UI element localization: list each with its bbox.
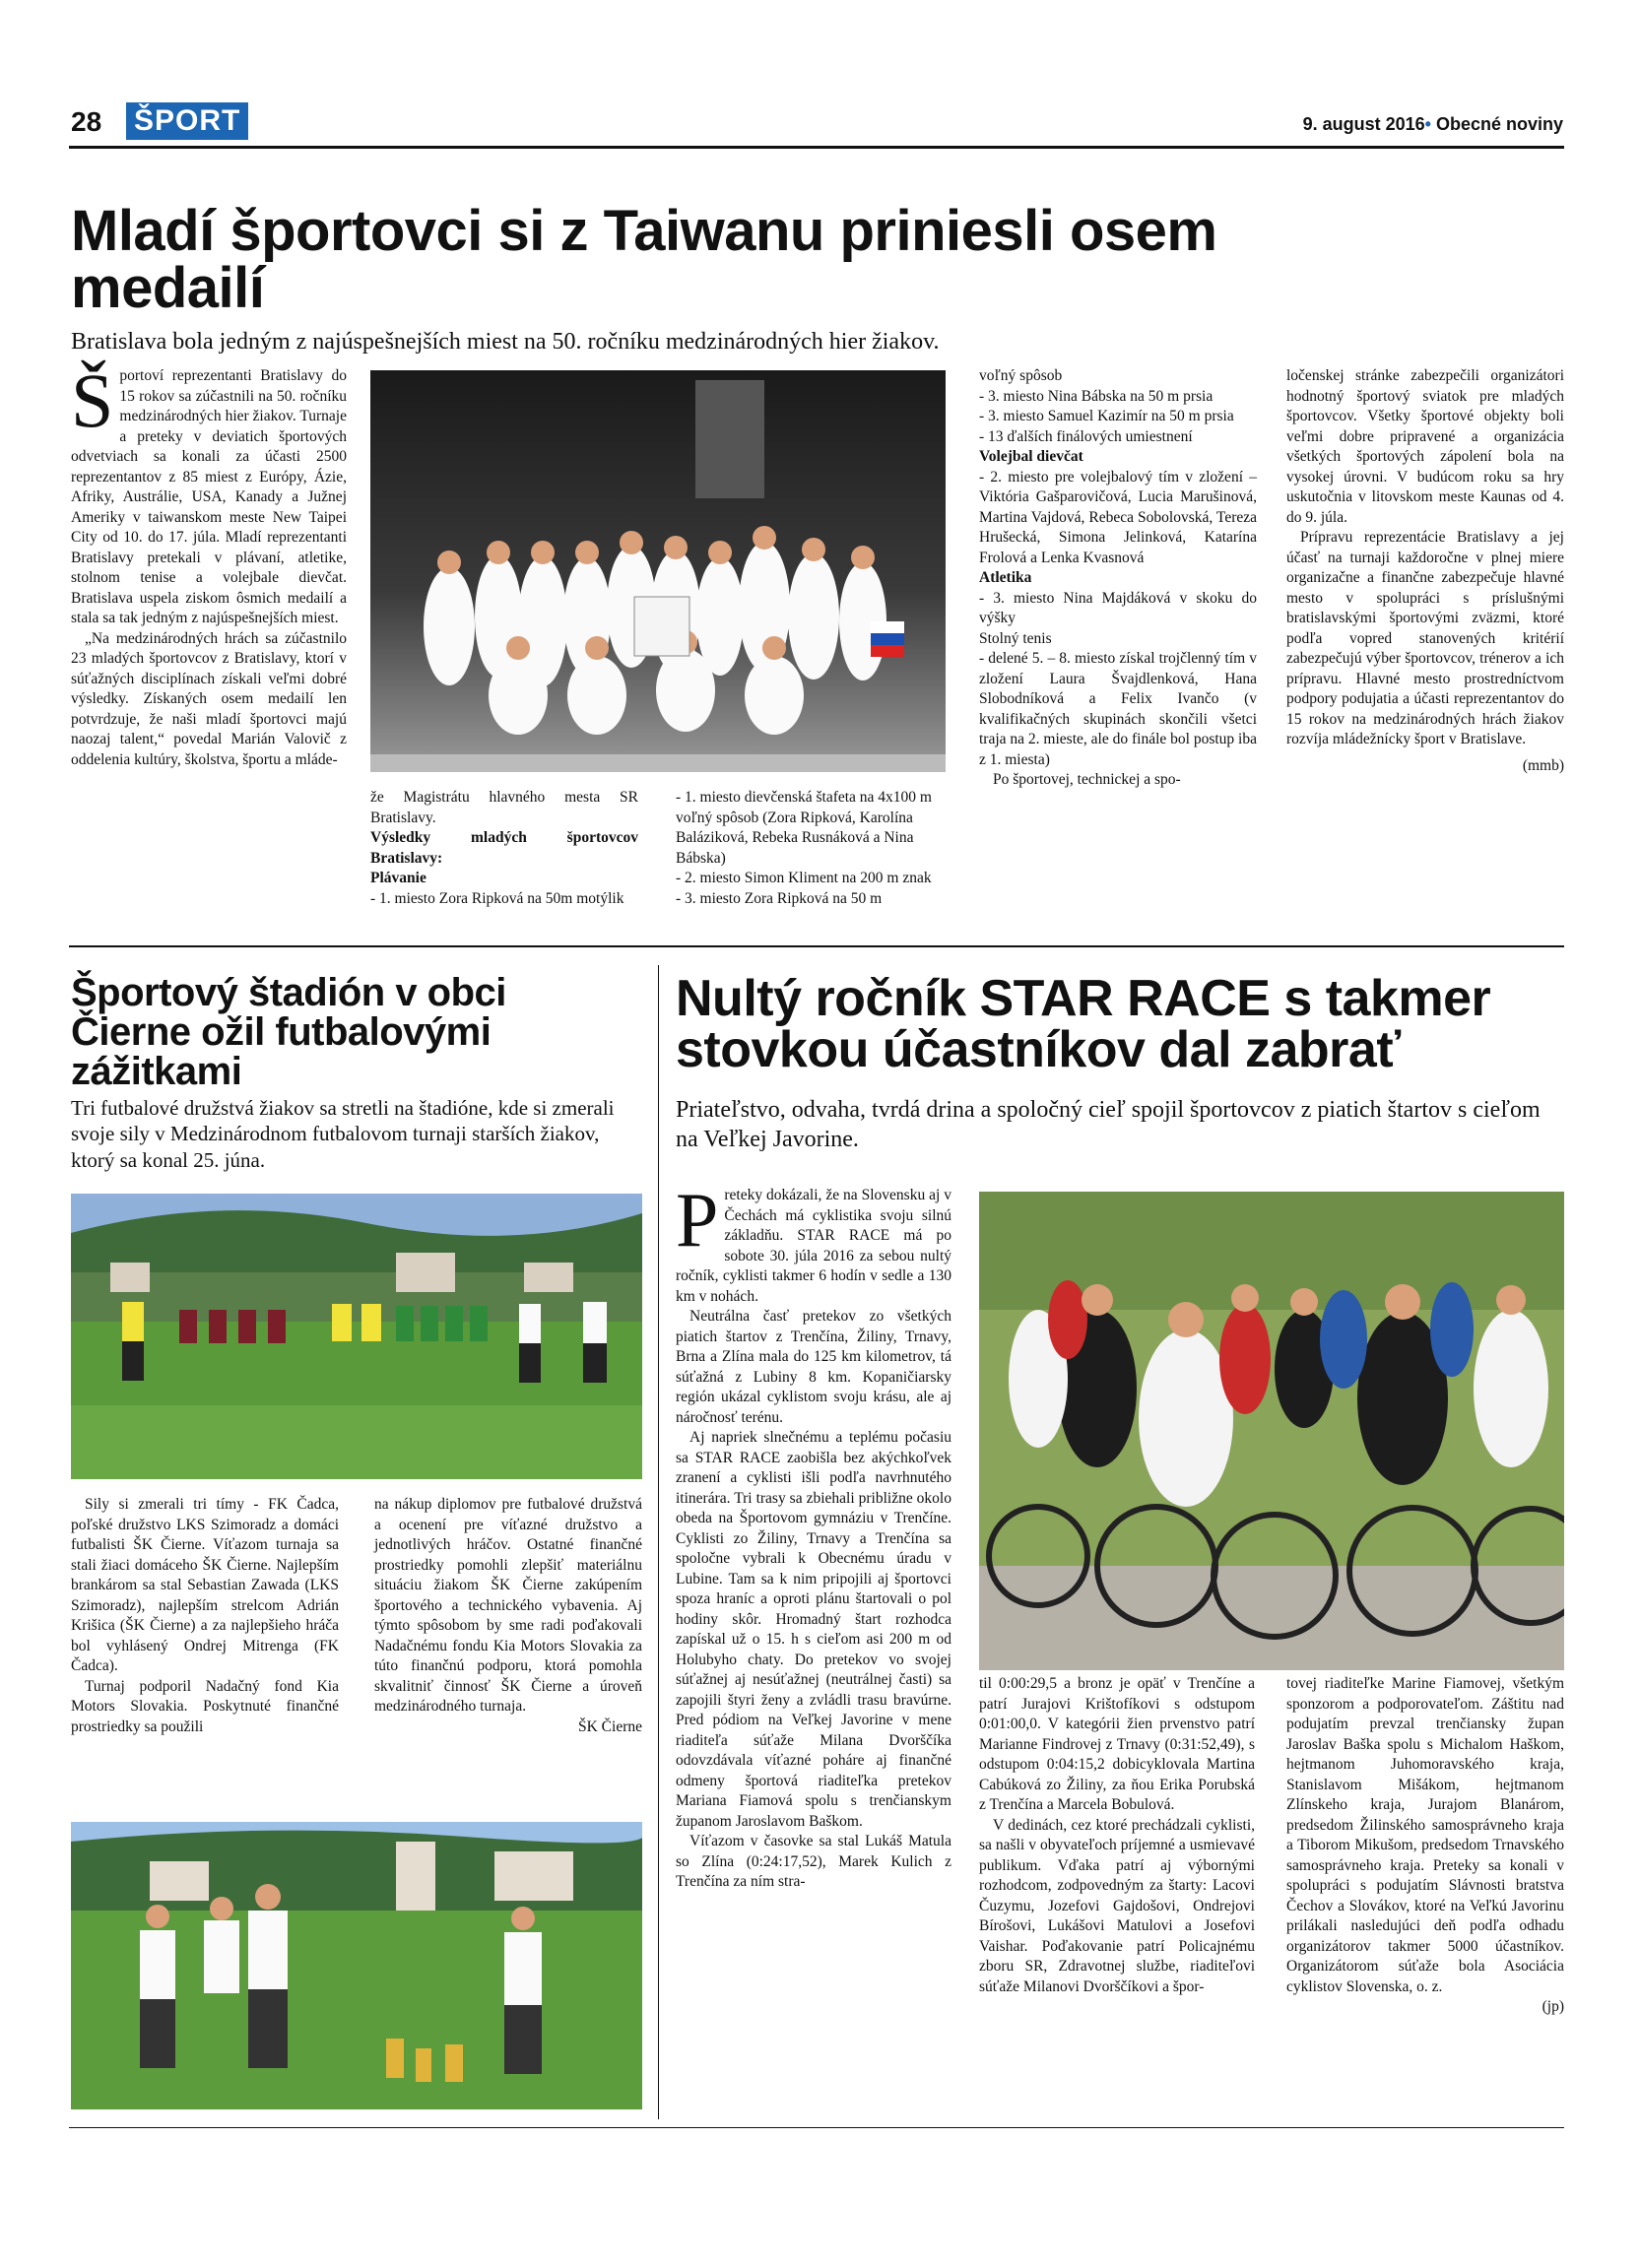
- article1-column-2: [370, 788, 638, 909]
- result-line: - 3. miesto Zora Ripková na 50 m: [676, 889, 883, 907]
- result-line: - 13 ďalších finálových umiestnení: [979, 427, 1193, 445]
- paragraph: portoví reprezentanti Bratislavy do 15 rokov sa zúčastnili na 50. ročníku medzinárodných hier žiakov. Turnaje a preteky v deviatich športových odvetviach sa konali za účasti 2500 reprezentantov z 85 miest z Európy, Ázie, Afriky, Austrálie, USA, Kanady a Južnej Ameriky v taiwanskom meste New Taipei City od 10. do 17. júla. Mladí reprezentanti Bratislavy pretekali v plávaní, atletike, stolnom tenise a volejbale dievčat. Bratislava uspela ziskom ôsmich medailí a stala sa tak jedným z najúspešnejších miest.: [71, 367, 347, 626]
- article1-headline: Mladí športovci si z Taiwanu priniesli osem medailí: [71, 199, 1217, 320]
- result-line: voľný spôsob: [979, 367, 1063, 384]
- article2-lead: Tri futbalové družstvá žiakov sa stretli na štadióne, kde si zmerali svoje sily v Medzinárodnom futbalovom turnaji starších žiakov, ktorý sa konal 25. júna.: [71, 1096, 615, 1172]
- article3-lead: Priateľstvo, odvaha, tvrdá drina a spoločný cieľ spojil športovcov z piatich štartov s cieľom na Veľkej Javorine.: [676, 1097, 1541, 1152]
- volleyball-heading: Volejbal dievčat: [979, 448, 1083, 465]
- results-heading: Výsledky mladých športovcov Bratislavy:: [370, 829, 638, 867]
- table-tennis-heading: Stolný tenis: [979, 629, 1052, 647]
- article2-column-2: [374, 1495, 642, 1737]
- paragraph: ločenskej stránke zabezpečili organizátori hodnotný športový sviatok pre mladých športovcov. Všetky športové objekty boli veľmi dobre pripravené a organizácia všetkých športových zápolení bola na vysokej úrovni. V budúcom roku sa hry uskutočnia v litovskom meste Kaunas od 4. do 9. júla.: [1286, 367, 1564, 526]
- result-line: - 1. miesto Zora Ripková na 50m motýlik: [370, 889, 624, 907]
- paragraph: reteky dokázali, že na Slovensku aj v Čechách má cyklistika svoju silnú základňu. STAR RACE má po sobote 30. júla 2016 za sebou nultý ročník, cyklisti takmer 6 hodín v sedle a 130 km v nohách.: [676, 1187, 951, 1305]
- photo-illustration: [370, 370, 946, 772]
- article-divider: [69, 945, 1564, 947]
- swimming-heading: Plávanie: [370, 870, 426, 886]
- author-signature: (jp): [1542, 1998, 1564, 2015]
- photo-illustration: [71, 1194, 642, 1479]
- page-number: 28: [71, 106, 102, 137]
- photo-illustration: [979, 1192, 1564, 1670]
- article3-column-2: [979, 1674, 1255, 1997]
- result-line: - delené 5. – 8. miesto získal trojčlenný tím v zložení Laura Švajdlenková, Hana Slobodníková a Felix Ivančo (v kvalifikačných skupinách skončili všetci traja na 2. mieste, ale do finále bol postup iba z 1. miesta): [979, 650, 1257, 768]
- photo-illustration: [71, 1822, 642, 2109]
- result-line: - 1. miesto dievčenská štafeta na 4x100 m voľný spôsob (Zora Ripková, Karolína Baláziková, Rebeka Rusnáková a Nina Bábska): [676, 789, 932, 867]
- section-label: ŠPORT: [126, 102, 248, 140]
- article3-column-1: [676, 1177, 951, 1893]
- author-signature: (mmb): [1522, 756, 1564, 774]
- article2-headline: Športový štadión v obci Čierne ožil futbalovými zážitkami: [71, 971, 506, 1093]
- award-ceremony-photo: [71, 1822, 642, 2109]
- article1-column-4: [979, 366, 1257, 791]
- author-signature: ŠK Čierne: [577, 1717, 642, 1735]
- result-line: - 2. miesto pre volejbalový tím v zložení – Viktória Gašparovičová, Lucia Marušinová, Martina Vajdová, Rebeca Sobolovská, Tereza Hrušecká, Simona Jelinková, Katarína Frolová a Lenka Kvasnová: [979, 468, 1257, 566]
- paragraph: til 0:00:29,5 a bronz je opäť v Trenčíne a patrí Jurajovi Krištofíkovi s odstupom 0:01:00,0. V kategórii žien prvenstvo patrí Marianne Findrovej z Trnavy (0:31:52,49), s odstupom 0:04:15,2 dobicyklovala Martina Cabúková zo Žiliny, za ňou Erika Porubská z Trenčína a Marcela Bobulová.: [979, 1675, 1255, 1813]
- paragraph: na nákup diplomov pre futbalové družstvá a ocenení pre víťazné družstvo a jednotlivých hráčov. Ostatné finančné prostriedky pomohli zlepšiť materiálnu situáciu žiakom ŠK Čierne zakúpením športového a technického vybavenia. Aj týmto spôsobom by sme radi poďakovali Nadačnému fondu Kia Motors Slovakia za túto finančnú podporu, ktorá pomohla skvalitniť činnosť ŠK Čierne a úroveň medzinárodného turnaja.: [374, 1496, 642, 1715]
- result-line: - 3. miesto Nina Majdáková v skoku do výšky: [979, 589, 1257, 626]
- paragraph: V dedinách, cez ktoré prechádzali cyklisti, sa našli v obyvateľoch príjemné a usmievavé publikum. Vďaka patrí aj výbornými rozhodcom, zodpovedným za štarty: Lacovi Čuzymu, Jozefovi Gajdošovi, Ondrejovi Bírošovi, Lukášovi Matulovi a Josefovi Vaishar. Poďakovanie patrí Policajnému zboru SR, Zdravotnej službe, riaditeľovi súťaže Milanovi Dvorščíkovi a špor-: [979, 1816, 1255, 1995]
- article1-lead: Bratislava bola jedným z najúspešnejších miest na 50. ročníku medzinárodných hier žiakov.: [71, 329, 940, 355]
- footer-rule: [69, 2127, 1564, 2128]
- football-team-photo: [71, 1194, 642, 1479]
- paragraph: že Magistrátu hlavného mesta SR Bratislavy.: [370, 789, 638, 826]
- article3-column-3: [1286, 1674, 1564, 2018]
- article1-column-5: [1286, 366, 1564, 776]
- dropcap: Š: [71, 357, 114, 443]
- cyclists-start-photo: [979, 1192, 1564, 1670]
- paragraph: Víťazom v časovke sa stal Lukáš Matula so Zlína (0:24:17,52), Marek Kulich z Trenčína za ním stra-: [676, 1833, 951, 1890]
- dropcap: P: [676, 1177, 719, 1263]
- result-line: - 3. miesto Samuel Kazimír na 50 m prsia: [979, 408, 1234, 424]
- paragraph: Turnaj podporil Nadačný fond Kia Motors Slovakia. Poskytnuté finančné prostriedky sa použili: [71, 1677, 339, 1735]
- article2-column-1: [71, 1495, 339, 1737]
- paragraph: Aj napriek slnečnému a teplému počasiu sa STAR RACE zaobišla bez akýchkoľvek zranení a cyklisti išli podľa navrhnutého itinerára. Tri trasy sa zbiehali približne okolo obeda na Športovom gymnáziu v Trenčíne. Cyklisti zo Žiliny, Trnavy a Trenčína sa spoločne vybrali k Obecnému úradu v Lubine. Tam sa k nim pripojili aj športovci spoza hraníc a oproti plánu štartovali o pol hodiny skôr. Hromadný štart rozhodca zapískal už o 15. h s cieľom asi 200 m od Holubyho chaty. Do pretekov vo svojej súťažnej aj nesúťažnej (neutrálnej časti) sa zapojili štyri ženy a zvládli trasu bravúrne. Pred pódiom na Veľkej Javorine v mene riaditeľa súťaže Milana Dvorščíka odovzdávala víťazné poháre aj finančné odmeny športová riaditeľka pretekov Mariana Fiamová spolu s trenčianskym županom Jaroslavom Baškom.: [676, 1429, 951, 1830]
- issue-date: 9. august 2016: [1302, 114, 1425, 134]
- article1-column-1: [71, 357, 347, 770]
- publication-name: Obecné noviny: [1435, 114, 1563, 134]
- paragraph: Sily si zmerali tri tímy - FK Čadca, poľské družstvo LKS Szimoradz a domáci futbalisti ŠK Čierne. Víťazom turnaja sa stali žiaci domáceho ŠK Čierne. Najlepším brankárom sa stal Sebastian Zawada (LKS Szimoradz), najlepším strelcom Adrián Krišica (ŠK Čierne) a za najlepšieho hráča bol vyhlásený Ondrej Mitrenga (FK Čadca).: [71, 1496, 339, 1674]
- result-line: - 3. miesto Nina Bábska na 50 m prsia: [979, 387, 1214, 405]
- column-divider: [658, 965, 659, 2119]
- paragraph: „Na medzinárodných hrách sa zúčastnilo 23 mladých športovcov z Bratislavy, ktorí v súťažných disciplínach získali veľmi dobré výsledky. Získaných osem medailí len potvrdzuje, že naši mladí športovci majú naozaj talent,“ povedal Marián Valovič z oddelenia kultúry, školstva, športu a mláde-: [71, 629, 347, 768]
- youth-athletes-photo: [370, 370, 946, 772]
- header-rule: [69, 146, 1564, 149]
- result-line: - 2. miesto Simon Kliment na 200 m znak: [676, 870, 932, 886]
- paragraph: Prípravu reprezentácie Bratislavy a jej účasť na turnaji každoročne v plnej miere organizačne a finančne zabezpečuje hlavné mesto v spolupráci s príslušnými bratislavskými športovými zväzmi, ktoré podľa vopred stanovených kritérií zabezpečujú výber športovcov, trénerov a ich prípravu. Hlavné mesto prostredníctvom podpory podujatia a účasti reprezentantov do 15 rokov na medzinárodných hrách žiakov rozvíja mládežnícky šport v Bratislave.: [1286, 529, 1564, 747]
- athletics-heading: Atletika: [979, 569, 1032, 586]
- paragraph: Neutrálna časť pretekov zo všetkých piatich štartov z Trenčína, Žiliny, Trnavy, Brna a Zlína mala do 125 km kilometrov, tá súťažná z Lubiny 8 km. Kopaničiarsky región ukázal cyklistom svoju krásu, ale aj náročnosť terénu.: [676, 1308, 951, 1426]
- paragraph: Po športovej, technickej a spo-: [993, 771, 1181, 788]
- paragraph: tovej riaditeľke Marine Fiamovej, všetkým sponzorom a podporovateľom. Záštitu nad podujatím prevzal trenčiansky župan Jaroslav Baška spolu s Michalom Haškom, hejtmanom Juhomoravského kraja, Stanislavom Mišákom, hejtmanom Zlínskeho kraja, Jurajom Blanárom, predsedom Žilinského samosprávneho kraja a Tiborom Mikušom, predsedom Trnavského samosprávneho kraja. Preteky sa konali v spolupráci s podujatím Slávnosti bratstva Čechov a Slovákov, ktoré na Veľkú Javorinu prilákali nasledujúci deň podľa odhadu organizátorov takmer 5000 účastníkov. Organizátorom súťaže bola Asociácia cyklistov Slovenska, o. z.: [1286, 1675, 1564, 1995]
- separator-dot: •: [1424, 114, 1431, 134]
- masthead-info: [1303, 114, 1563, 135]
- article1-column-3: [676, 788, 946, 909]
- article3-headline: Nultý ročník STAR RACE s takmer stovkou účastníkov dal zabrať: [676, 970, 1491, 1078]
